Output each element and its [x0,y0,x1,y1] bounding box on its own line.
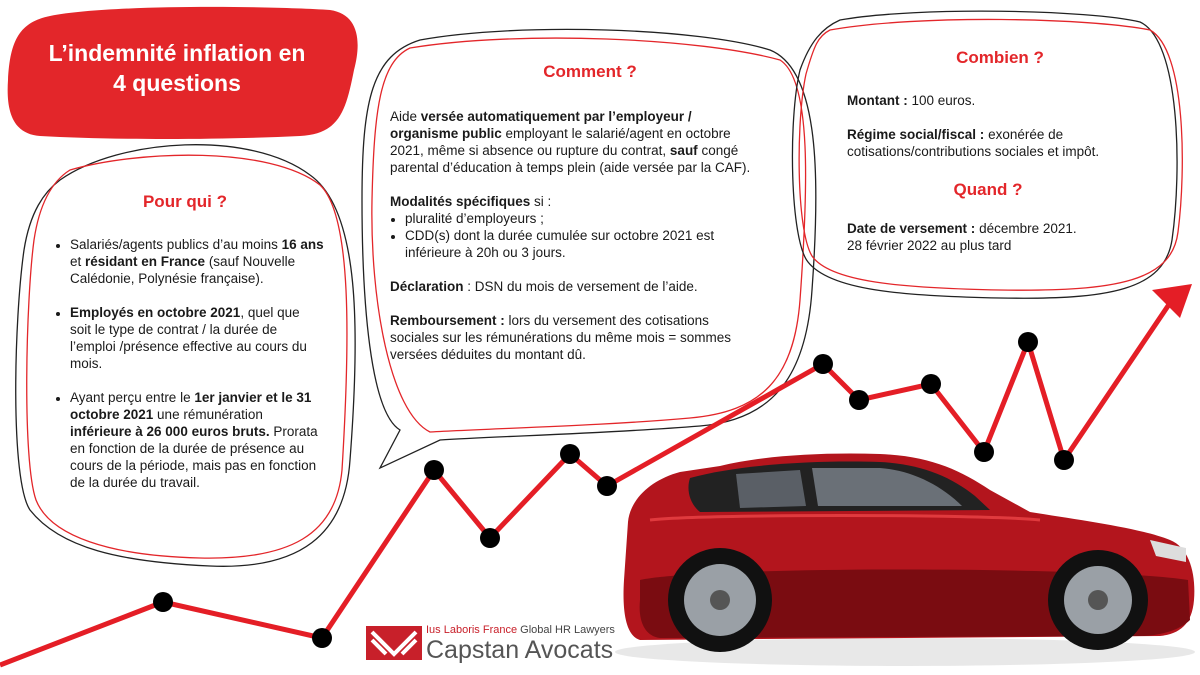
quand-heading: Quand ? [953,180,1023,199]
quand-text [847,220,1147,254]
combien-text [847,92,1147,160]
trend-dot [424,460,444,480]
date-label: Date de versement : [847,221,976,236]
capstan-logo-icon [366,626,422,660]
date-line-2: 28 février 2022 au plus tard [847,238,1012,253]
trend-dot [1054,450,1074,470]
date-value: décembre 2021. [975,221,1077,236]
text-segment: (sauf Nouvelle Calédonie, Polynésie française). [70,254,296,286]
remboursement-line [390,312,756,363]
modalites-item: • CDD(s) dont la durée cumulée sur octobre 2021 est inférieure à 20h ou 3 jours. [405,227,756,261]
modalites-suffix: si : [530,194,552,209]
declaration-text: : DSN du mois de versement de l’aide. [463,279,698,294]
modalites-item: • pluralité d’employeurs ; [405,210,756,227]
trend-dot [974,442,994,462]
text-segment: 1er janvier et le 31 octobre 2021 [70,390,312,422]
modalites-label: Modalités spécifiques [390,194,531,209]
regime-line [847,126,1147,160]
trend-dot [1018,332,1038,352]
text-segment: Prorata en fonction de la durée de présence au cours de la période, mais pas en fonction de la durée du travail. [70,424,318,490]
modalites-line [390,193,756,210]
trend-dot [849,390,869,410]
text-segment: sauf [669,143,698,158]
text-segment: et [70,254,86,269]
trend-dot [312,628,332,648]
date-line [847,220,1147,237]
page-title [22,38,332,98]
text-segment: inférieure à 26 000 euros bruts. [70,424,270,439]
remboursement-text: lors du versement des cotisations sociales sur les rémunérations du même mois = sommes versées déduites du montant dû. [390,313,732,362]
montant-label: Montant : [847,93,908,108]
logo-tagline [426,624,615,636]
text-segment: Salariés/agents publics d’au moins [70,237,282,252]
modalites-list [390,210,756,261]
text-segment: une rémunération [153,407,263,422]
logo-tag-grey: Global HR Lawyers [517,624,615,636]
text-segment: résidant en France [85,254,206,269]
trend-dot [813,354,833,374]
regime-label: Régime social/fiscal : [847,127,985,142]
trend-dot [597,476,617,496]
text-segment: 16 ans [281,237,324,252]
comment-text [390,108,756,363]
text-segment: Employés en octobre 2021 [70,305,241,320]
trend-dot [480,528,500,548]
declaration-label: Déclaration [390,279,464,294]
logo-brand: Capstan Avocats [426,636,614,664]
regime-value: exonérée de cotisations/contributions sociales et impôt. [847,127,1100,159]
declaration-line [390,278,756,295]
remboursement-label: Remboursement : [390,313,505,328]
pour-qui-item [70,389,324,491]
pour-qui-text [52,236,324,508]
combien-heading: Combien ? [956,48,1044,67]
trend-dot [921,374,941,394]
car-illustration [615,454,1195,667]
title-line-2: 4 questions [113,70,241,96]
comment-heading: Comment ? [543,62,637,81]
text-segment: employant le salarié/agent en octobre 2021, même si absence ou rupture du contrat, [390,126,731,158]
trend-dot [560,444,580,464]
text-segment: Aide [390,109,421,124]
pour-qui-item [70,236,324,287]
pour-qui-heading: Pour qui ? [142,192,228,211]
pour-qui-item [70,304,324,372]
text-segment: congé parental d’éducation à temps plein (aide versée par la CAF). [390,143,751,175]
pour-qui-list [52,236,324,491]
title-line-1: L’indemnité inflation en [48,40,306,66]
trend-arrow-head [1152,284,1192,318]
montant-line [847,92,1147,109]
comment-paragraph-1 [390,108,756,176]
trend-dot [153,592,173,612]
text-segment: , quel que soit le type de contrat / la durée de l’emploi /présence effective au cours du mois. [70,305,307,371]
logo-tag-red: Ius Laboris France [426,624,518,636]
text-segment: versée automatiquement par l’employeur / organisme public [390,109,692,141]
montant-value: 100 euros. [907,93,976,108]
text-segment: Ayant perçu entre le [70,390,195,405]
